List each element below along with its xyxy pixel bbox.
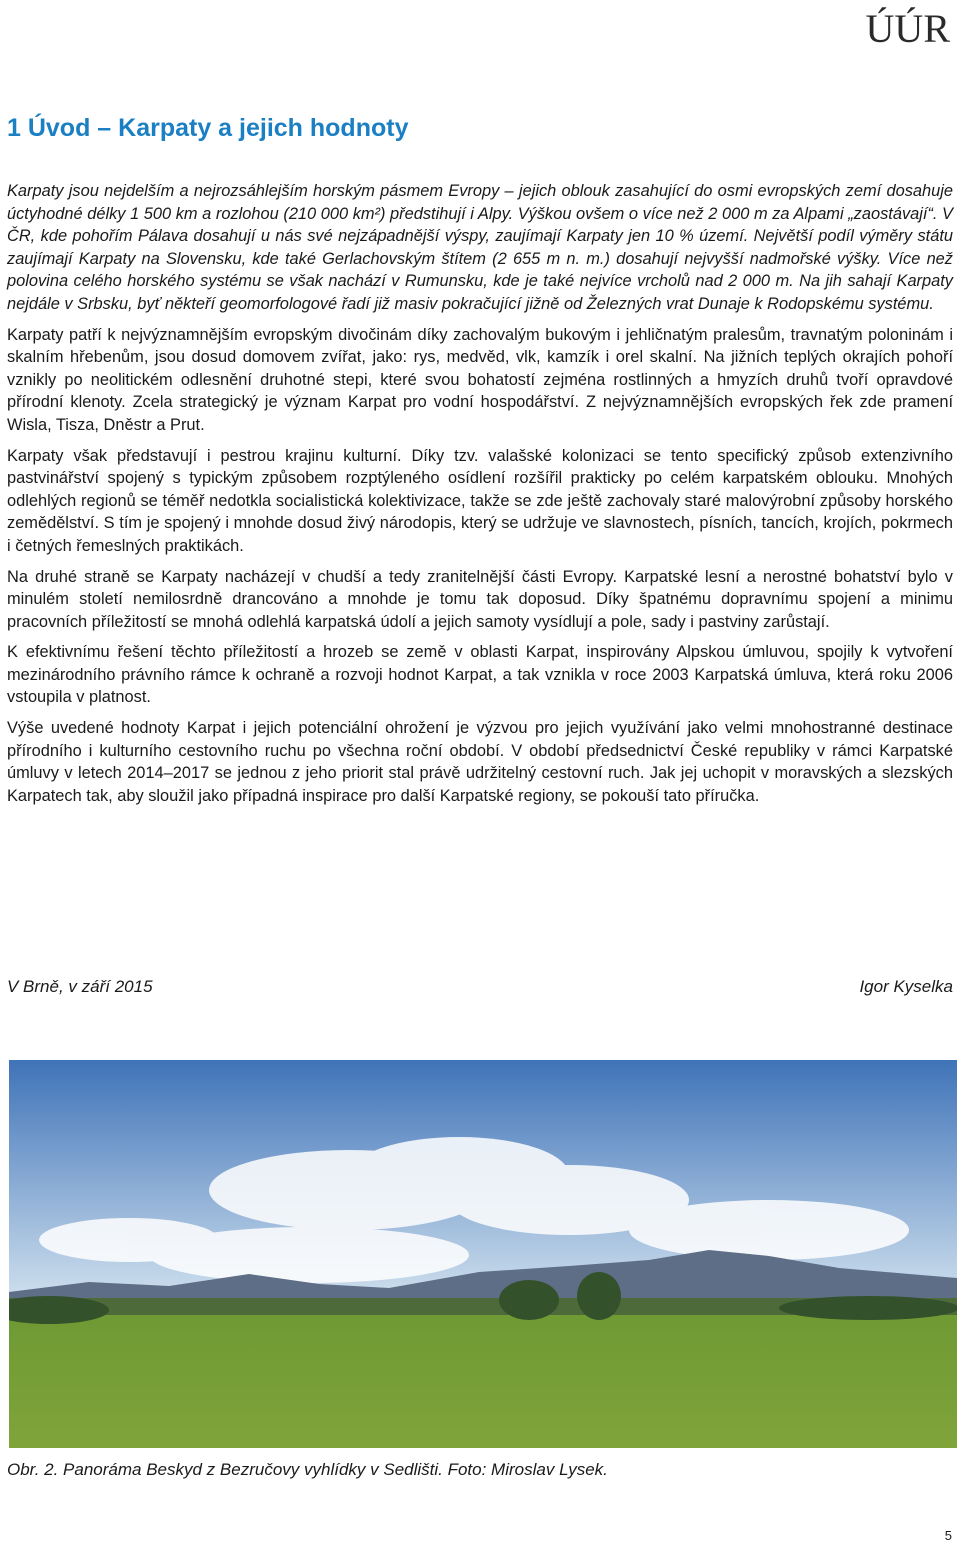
paragraph-intro: Karpaty jsou nejdelším a nejrozsáhlejším horským pásmem Evropy – jejich oblouk zasahující do osmi evropských zemí dosahuje úctyhodné délky 1 500 km a rozlohou (210 000 km²) předstihují i Alpy. Výškou ovšem o více než 2 000 m za Alpami „zaostávají“. V ČR, kde pohořím Pálava dosahují u nás své nejzápadnější výspy, zaujímají Karpaty jen 10 % území. Největší podíl výměry státu zaujímají Karpaty na Slovensku, kde také Gerlachovským štítem (2 655 m n. m.) dosahují nejvyšší nadmořské výšky. Více než polovina celého horského systému se však nachází v Rumunsku, kde je také nejvíce vrcholů nad 2 000 m. Na jih sahají Karpaty nejdále v Srbsku, byť někteří geomorfologové řadí již masiv pokračující jižně od Železných vrat Dunaje k Rodopskému systému.	[7, 182, 953, 313]
paragraph-nature: Karpaty patří k nejvýznamnějším evropským divočinám díky zachovalým bukovým i jehličnatým pralesům, travnatým poloninám i skalním hřebenům, jsou dosud domovem zvířat, jako: rys, medvěd, vlk, kamzík i orel skalní. Na jižních teplých okrajích pohoří vznikly po neolitickém odlesnění druhotné stepi, které svou bohatostí zejména rostlinných a hmyzích druhů tvoří opravdové přírodní klenoty. Zcela strategický je význam Karpat pro vodní hospodářství. Z nejvýznamnějších evropských řek zde pramení Wisla, Tisza, Dněstr a Prut.	[7, 325, 953, 434]
uur-logo	[852, 4, 952, 48]
page-title: 1 Úvod – Karpaty a jejich hodnoty	[7, 114, 409, 142]
svg-text:ÚÚR: ÚÚR	[865, 6, 950, 48]
paragraph-convention: K efektivnímu řešení těchto příležitostí a hrozeb se země v oblasti Karpat, inspirovány Alpskou úmluvou, spojily k vytvoření mezinárodního právního rámce k ochraně a rozvoji hodnot Karpat, a tak vznikla v roce 2003 Karpatská úmluva, která roku 2006 vstoupila v platnost.	[7, 643, 953, 707]
signature-author: Igor Kyselka	[859, 977, 953, 996]
page-number: 5	[944, 1528, 952, 1543]
photo-meadow	[9, 1315, 957, 1448]
photo-caption: Obr. 2. Panoráma Beskyd z Bezručovy vyhlídky v Sedlišti. Foto: Miroslav Lysek.	[7, 1460, 608, 1479]
paragraph-tourism: Výše uvedené hodnoty Karpat i jejich potenciální ohrožení je výzvou pro jejich využívání jako velmi mnohostranné destinace přírodního i kulturního cestovního ruchu po všechna roční období. V období předsednictví České republiky v rámci Karpatské úmluvy v letech 2014–2017 se jednou z jeho priorit stal právě udržitelný cestovní ruch. Jak jej uchopit v moravských a slezských Karpatech tak, aby sloužil jako případná inspirace pro další Karpatské regiony, se pokouší tato příručka.	[7, 719, 953, 805]
paragraph-threats: Na druhé straně se Karpaty nacházejí v chudší a tedy zranitelnější části Evropy. Karpatské lesní a nerostné bohatství bylo v minulém století nemilosrdně drancováno a mnohde je tomu tak doposud. Díky špatnému dopravnímu spojení a minimu pracovních příležitostí se mnohá odlehlá karpatská údolí a jejich samoty vysídlují a pole, sady i pastviny zarůstají.	[7, 567, 953, 631]
signature-place-date: V Brně, v září 2015	[7, 977, 153, 996]
paragraph-culture: Karpaty však představují i pestrou krajinu kulturní. Díky tzv. valašské kolonizaci se tento specifický způsob extenzivního pastvinářství spojený s typickým způsobem rozptýleného osídlení rozšířil prakticky po celém karpatském oblouku. Mnohých odlehlých regionů se téměř nedotkla socialistická kolektivizace, takže se zde ještě zachovaly staré malovýrobní způsoby horského zemědělství. S tím je spojený i mnohde dosud živý národopis, který se udržuje ve slavnostech, písních, tancích, krojích, pokrmech i četných řemeslných praktikách.	[7, 446, 953, 555]
landscape-photo	[9, 1060, 957, 1448]
body-text	[7, 180, 953, 815]
